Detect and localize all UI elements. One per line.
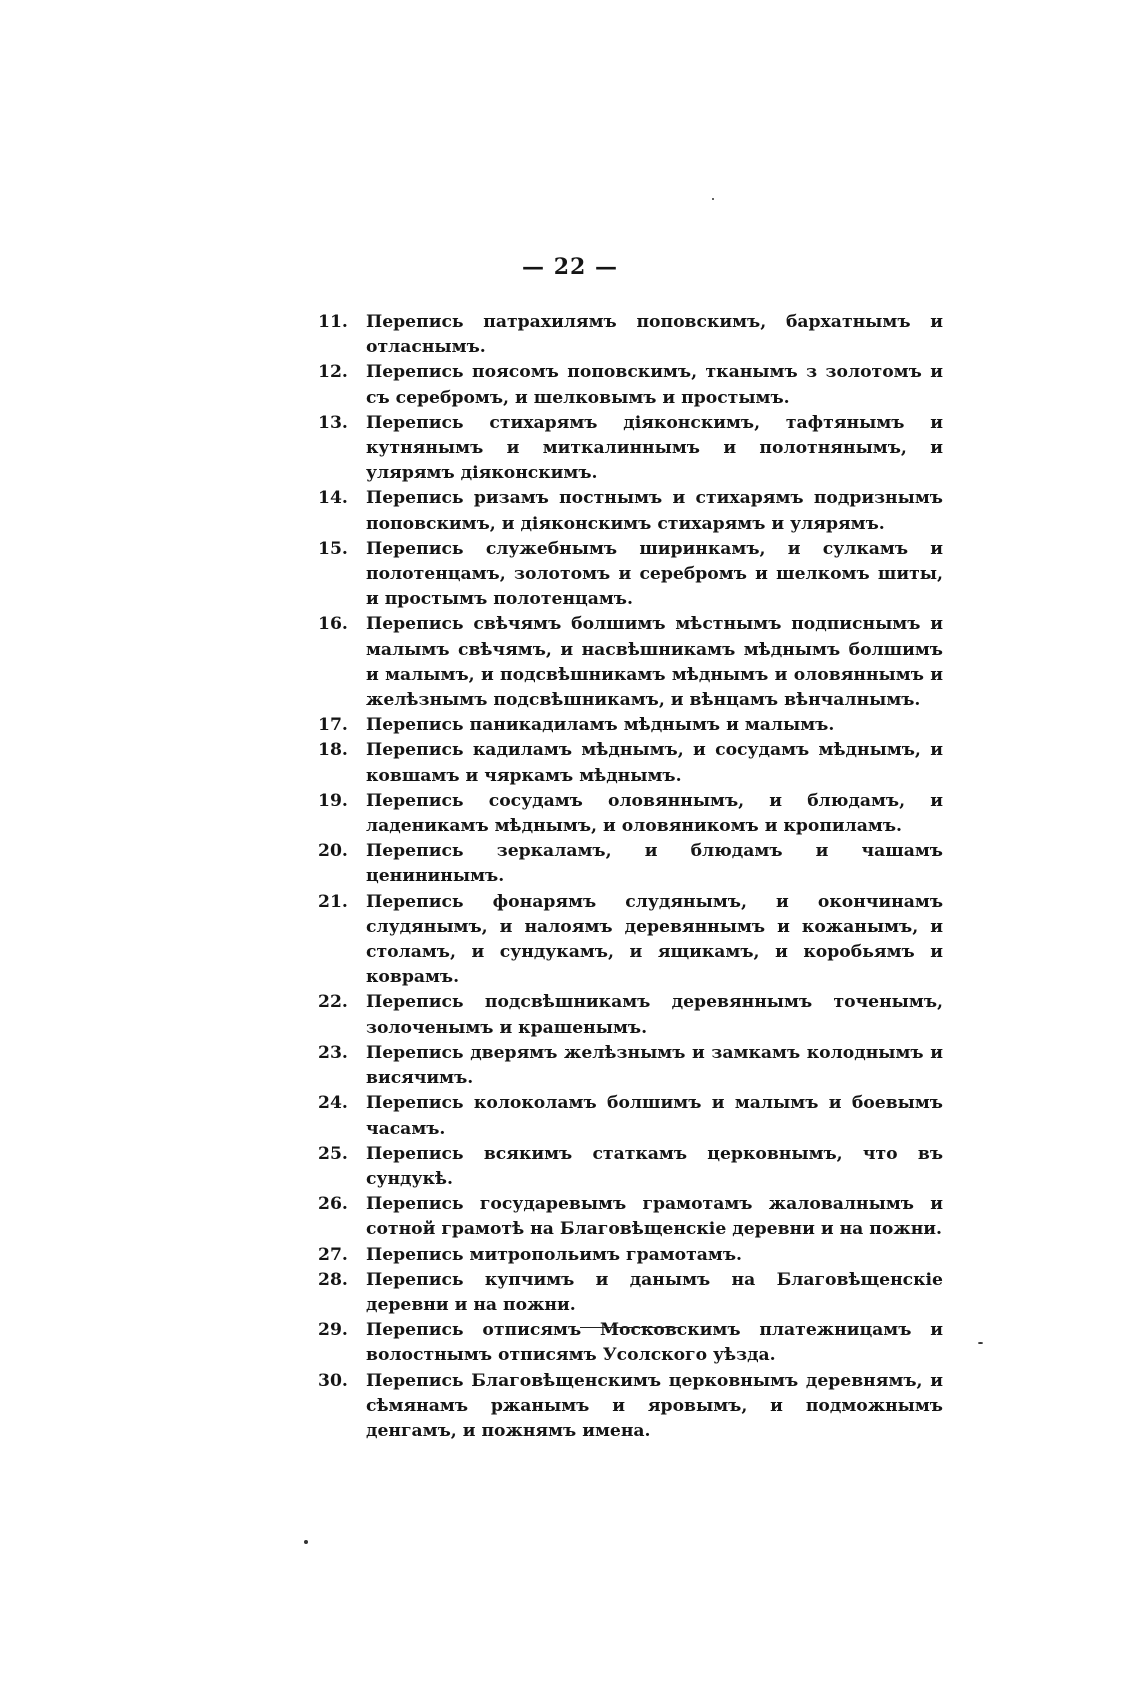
item-text: Перепись сосудамъ оловяннымъ, и блюдамъ, и ладеникамъ мѣднымъ, и оловяникомъ и кропиламъ. bbox=[366, 790, 943, 837]
item-number: 15. bbox=[318, 538, 348, 559]
item-number: 21. bbox=[318, 891, 348, 912]
item-number: 20. bbox=[318, 841, 348, 862]
item-text: Перепись паникадиламъ мѣднымъ и малымъ. bbox=[366, 715, 835, 736]
list-item bbox=[318, 1369, 943, 1445]
item-text: Перепись ризамъ постнымъ и стихарямъ подризнымъ поповскимъ, и діяконскимъ стихарямъ и улярямъ. bbox=[366, 488, 943, 534]
page-speck bbox=[978, 1342, 983, 1344]
item-number: 16. bbox=[318, 614, 348, 635]
page-number: — 22 — bbox=[522, 254, 618, 280]
item-number: 24. bbox=[318, 1093, 348, 1114]
item-text: Перепись зеркаламъ, и блюдамъ и чашамъ ценининымъ. bbox=[366, 841, 943, 887]
end-rule bbox=[580, 1327, 680, 1328]
list-item bbox=[318, 1318, 943, 1368]
item-text: Перепись отписямъ Московскимъ платежницамъ и волостнымъ отписямъ Усолского уѣзда. bbox=[366, 1320, 943, 1366]
list-item bbox=[318, 360, 943, 410]
page-speck bbox=[712, 198, 714, 200]
item-text: Перепись купчимъ и данымъ на Благовѣщенскіе деревни и на пожни. bbox=[366, 1269, 943, 1315]
item-text: Перепись колоколамъ болшимъ и малымъ и боевымъ часамъ. bbox=[366, 1093, 943, 1139]
item-number: 26. bbox=[318, 1194, 348, 1215]
item-number: 18. bbox=[318, 740, 348, 761]
item-number: 23. bbox=[318, 1042, 348, 1063]
item-number: 25. bbox=[318, 1143, 348, 1164]
item-text: Перепись поясомъ поповскимъ, тканымъ з золотомъ и съ серебромъ, и шелковымъ и простымъ. bbox=[366, 362, 943, 408]
item-text: Перепись кадиламъ мѣднымъ, и сосудамъ мѣднымъ, и ковшамъ и чяркамъ мѣднымъ. bbox=[366, 740, 943, 786]
list-item bbox=[318, 1142, 943, 1192]
list-item bbox=[318, 537, 943, 613]
item-text: Перепись патрахилямъ поповскимъ, бархатнымъ и отласнымъ. bbox=[366, 312, 943, 358]
item-text: Перепись Благовѣщенскимъ церковнымъ деревнямъ, и сѣмянамъ ржанымъ и яровымъ, и подможнымъ денгамъ, и пожнямъ имена. bbox=[366, 1370, 943, 1441]
item-text: Перепись подсвѣшникамъ деревяннымъ точенымъ, золоченымъ и крашенымъ. bbox=[366, 992, 943, 1038]
item-number: 14. bbox=[318, 488, 348, 509]
item-number: 17. bbox=[318, 715, 348, 736]
item-text: Перепись всякимъ статкамъ церковнымъ, что въ сундукѣ. bbox=[366, 1143, 943, 1189]
item-text: Перепись митропольимъ грамотамъ. bbox=[366, 1244, 743, 1265]
item-number: 13. bbox=[318, 412, 348, 433]
inventory-list bbox=[318, 310, 943, 1444]
item-text: Перепись дверямъ желѣзнымъ и замкамъ колоднымъ и висячимъ. bbox=[366, 1042, 943, 1089]
item-text: Перепись стихарямъ діяконскимъ, тафтянымъ и кутнянымъ и миткалиннымъ и полотнянымъ, и улярямъ діяконскимъ. bbox=[366, 412, 943, 484]
list-item bbox=[318, 612, 943, 713]
list-item bbox=[318, 890, 943, 991]
item-number: 29. bbox=[318, 1320, 348, 1341]
item-number: 19. bbox=[318, 790, 348, 811]
item-number: 11. bbox=[318, 312, 348, 332]
list-item bbox=[318, 738, 943, 788]
item-number: 27. bbox=[318, 1244, 348, 1265]
list-item bbox=[318, 1041, 943, 1091]
list-item bbox=[318, 990, 943, 1040]
list-item bbox=[318, 411, 943, 487]
list-item bbox=[318, 310, 943, 360]
item-text: Перепись служебнымъ ширинкамъ, и сулкамъ и полотенцамъ, золотомъ и серебромъ и шелкомъ шиты, и простымъ полотенцамъ. bbox=[366, 538, 943, 610]
list-item bbox=[318, 486, 943, 536]
item-number: 12. bbox=[318, 362, 348, 383]
item-number: 30. bbox=[318, 1370, 348, 1391]
page-speck bbox=[304, 1540, 308, 1544]
list-item bbox=[318, 1243, 943, 1268]
item-number: 22. bbox=[318, 992, 348, 1013]
list-item bbox=[318, 1091, 943, 1141]
item-number: 28. bbox=[318, 1269, 348, 1290]
list-item bbox=[318, 1192, 943, 1242]
list-item bbox=[318, 839, 943, 889]
list-item bbox=[318, 713, 943, 738]
item-text: Перепись государевымъ грамотамъ жаловалнымъ и сотной грамотѣ на Благовѣщенскіе деревни и на пожни. bbox=[366, 1194, 943, 1240]
item-text: Перепись свѣчямъ болшимъ мѣстнымъ подписнымъ и малымъ свѣчямъ, и насвѣшникамъ мѣднымъ болшимъ и малымъ, и подсвѣшникамъ мѣднымъ и оловяннымъ и желѣзнымъ подсвѣшникамъ, и вѣнцамъ вѣнчалнымъ. bbox=[366, 614, 943, 711]
list-item bbox=[318, 789, 943, 839]
item-text: Перепись фонарямъ слудянымъ, и окончинамъ слудянымъ, и налоямъ деревяннымъ и кожанымъ, и столамъ, и сундукамъ, и ящикамъ, и коробьямъ и коврамъ. bbox=[366, 891, 943, 988]
list-item bbox=[318, 1268, 943, 1318]
